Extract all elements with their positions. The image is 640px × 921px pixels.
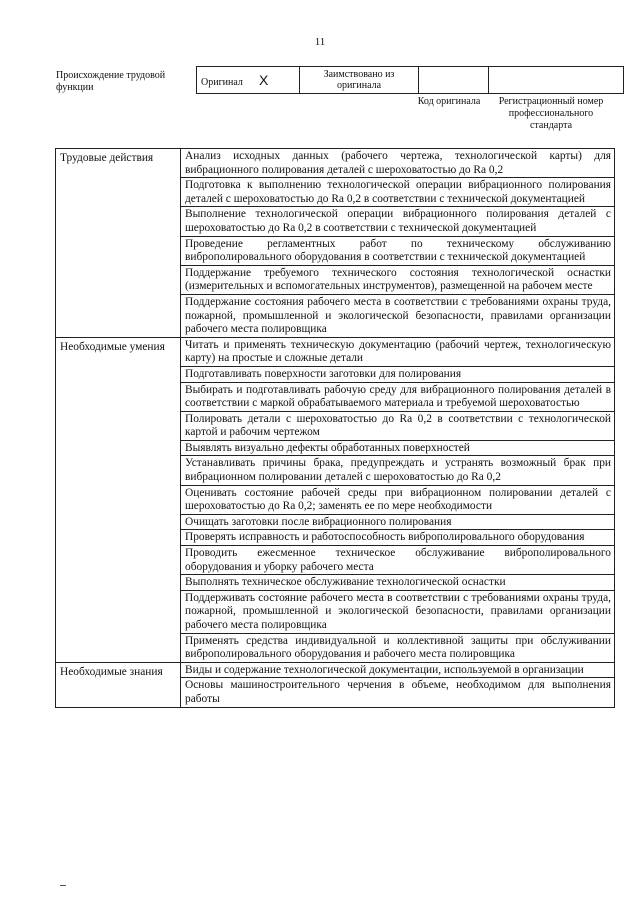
section-item: Подготовка к выполнению технологической операции вибрационного полирования деталей с шероховатостью до Ra 0,2 в соответствии с технической документацией: [181, 178, 615, 207]
section-item: Поддерживать состояние рабочего места в соответствии с требованиями охраны труда, пожарной, промышленной и экологической безопасности, правилами организации рабочего места полировщика: [181, 590, 615, 633]
section-item: Выполнять техническое обслуживание технологической оснастки: [181, 575, 615, 591]
origin-label: Происхождение трудовой функции: [56, 70, 166, 93]
code-caption: Код оригинала: [417, 96, 481, 107]
section-item: Подготавливать поверхности заготовки для полирования: [181, 366, 615, 382]
section-item: Проверять исправность и работоспособность виброполировального оборудования: [181, 530, 615, 546]
table-row: [56, 149, 615, 178]
footer-mark: [60, 885, 66, 886]
section-item: Читать и применять техническую документацию (рабочий чертеж, технологическую карту) на простые и сложные детали: [181, 337, 615, 366]
section-item: Поддержание требуемого технического состояния технологической оснастки (измерительных и вспомогательных инструментов), размещенной на рабочем месте: [181, 265, 615, 294]
original-label: Оригинал: [201, 77, 243, 88]
section-title: Необходимые умения: [56, 337, 181, 662]
section-item: Полировать детали с шероховатостью до Ra 0,2 в соответствии с технологической картой и рабочим чертежом: [181, 411, 615, 440]
registration-caption: Регистрационный номер профессионального стандарта: [498, 96, 604, 131]
page-number: 11: [314, 36, 326, 48]
section-item: Очищать заготовки после вибрационного полирования: [181, 514, 615, 530]
section-item: Устанавливать причины брака, предупреждать и устранять возможный брак при вибрационном полировании деталей с шероховатостью до Ra 0,2: [181, 456, 615, 485]
section-item: Выявлять визуально дефекты обработанных поверхностей: [181, 440, 615, 456]
original-code-cell: [419, 67, 489, 94]
original-mark: X: [259, 72, 269, 88]
section-item: Выполнение технологической операции вибрационного полирования деталей с шероховатостью до Ra 0,2 в соответствии с технической документацией: [181, 207, 615, 236]
section-title: Трудовые действия: [56, 149, 181, 338]
section-item: Виды и содержание технологической документации, используемой в организации: [181, 662, 615, 678]
section-item: Выбирать и подготавливать рабочую среду для вибрационного полирования деталей в соответствии с маркой обрабатываемого материала и требуемой шероховатостью: [181, 382, 615, 411]
section-item: Оценивать состояние рабочей среды при вибрационном полировании деталей с шероховатостью до Ra 0,2; заменять ее по мере необходимости: [181, 485, 615, 514]
section-item: Проведение регламентных работ по техническому обслуживанию виброполировального оборудования в соответствии с технической документацией: [181, 236, 615, 265]
table-row: [56, 337, 615, 366]
section-item: Анализ исходных данных (рабочего чертежа, технологической карты) для вибрационного полирования деталей с шероховатостью до Ra 0,2: [181, 149, 615, 178]
origin-table: [196, 66, 624, 94]
section-item: Проводить ежесменное техническое обслуживание виброполировального оборудования и уборку рабочего места: [181, 546, 615, 575]
section-item: Основы машиностроительного черчения в объеме, необходимом для выполнения работы: [181, 678, 615, 707]
section-item: Поддержание состояния рабочего места в соответствии с требованиями охраны труда, пожарной, промышленной и экологической безопасности, правилами организации рабочего места полировщика: [181, 294, 615, 337]
borrowed-label: Заимствовано из оригинала: [300, 67, 419, 94]
original-cell: [197, 67, 300, 94]
registration-number-cell: [489, 67, 624, 94]
section-item: Применять средства индивидуальной и коллективной защиты при обслуживании виброполировального оборудования и рабочего места полировщика: [181, 633, 615, 662]
function-table: [55, 148, 615, 708]
section-title: Необходимые знания: [56, 662, 181, 707]
table-row: [56, 662, 615, 678]
